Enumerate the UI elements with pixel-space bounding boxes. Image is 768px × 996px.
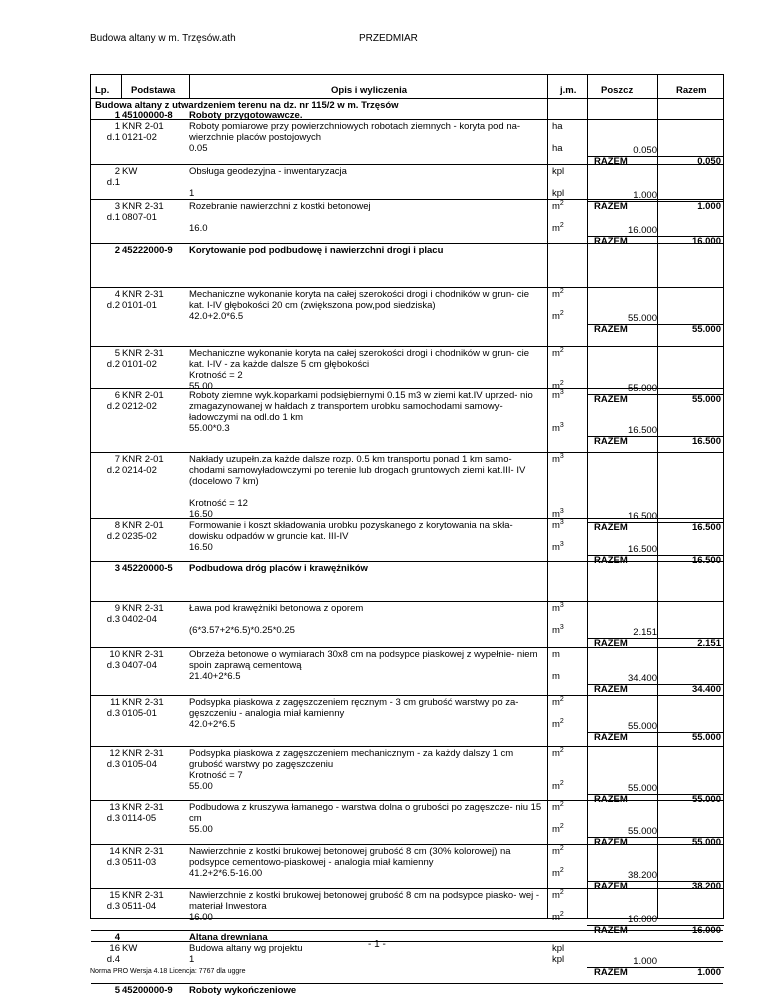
item-basis-table: 0407-04	[122, 660, 157, 671]
item-partial-value: 55.000	[627, 721, 657, 732]
item-total: 16.000	[691, 925, 721, 936]
razem-label: RAZEM	[594, 324, 628, 335]
item-basis-catalog: KNR 2-31	[122, 201, 164, 212]
item-total: 2.151	[697, 638, 721, 649]
item-calculation: 0.05	[189, 143, 208, 154]
item-basis-catalog: KNR 2-31	[122, 348, 164, 359]
row-separator	[91, 518, 723, 519]
item-unit: $m^3$	[552, 519, 564, 531]
item-calculation: 42.0+2*6.5	[189, 719, 236, 730]
item-multiplier: Krotność = 2	[189, 370, 243, 381]
row-separator	[91, 452, 723, 453]
item-calc-unit: $m^3$	[552, 508, 564, 520]
section-code: 45200000-9	[122, 985, 173, 996]
item-unit: $m^2$	[552, 696, 564, 708]
item-partial-value: 55.000	[627, 313, 657, 324]
item-number: 1	[114, 121, 120, 132]
row-separator	[91, 287, 723, 288]
row-separator	[91, 601, 723, 602]
item-number: 4	[114, 289, 120, 300]
item-description: Nawierzchnie z kostki brukowej betonowej grubość 8 cm (30% kolorowej) na podsypce cementowo-piaskowej - analogia miał kamienny	[189, 846, 511, 868]
row-separator	[91, 388, 723, 389]
column-divider-lp-head	[121, 75, 122, 98]
item-description: Podbudowa z kruszywa łamanego - warstwa dolna o grubości po zagęszcze- niu 15 cm	[189, 802, 542, 824]
item-description: Obrzeża betonowe o wymiarach 30x8 cm na podsypce piaskowej z wypełnie- niem spoin zaprawą cementową	[189, 649, 538, 671]
item-calculation: 16.50	[189, 509, 213, 520]
item-basis-table: 0214-02	[122, 465, 157, 476]
item-unit: $m^2$	[552, 889, 564, 901]
item-unit: $m^3$	[552, 453, 564, 465]
row-separator	[91, 695, 723, 696]
item-description: Ława pod krawężniki betonowa z oporem	[189, 603, 364, 614]
item-number: 6	[114, 390, 120, 401]
item-unit: $m^2$	[552, 845, 564, 857]
item-basis-catalog: KNR 2-31	[122, 697, 164, 708]
item-basis-table: 0105-04	[122, 759, 157, 770]
row-separator	[91, 243, 723, 244]
item-calculation: 1	[189, 954, 195, 965]
item-description: Mechaniczne wykonanie koryta na całej szerokości drogi i chodników w grun- cie kat. I-IV głębokości 20 cm (zwiększona pow,pod siedziska)	[189, 289, 530, 311]
header-podstawa: Podstawa	[131, 85, 176, 96]
item-chapter: d.2	[106, 300, 120, 311]
section-title: Roboty wykończeniowe	[189, 985, 297, 996]
item-basis-table: 0212-02	[122, 401, 157, 412]
item-total: 1.000	[697, 967, 721, 978]
section-title: Podbudowa dróg placów i krawężników	[189, 563, 368, 574]
item-basis-catalog: KNR 2-01	[122, 520, 164, 531]
item-calculation: 1	[189, 188, 195, 199]
item-calc-unit: $m^2$	[552, 222, 564, 234]
header-lp: Lp.	[95, 85, 110, 96]
row-separator	[91, 199, 723, 200]
project-title: Budowa altany z utwardzeniem terenu na dz. nr 115/2 w m. Trzęsów	[95, 100, 399, 111]
item-partial-value: 16.000	[627, 225, 657, 236]
item-total: 55.000	[691, 837, 721, 848]
item-chapter: d.1	[106, 132, 120, 143]
razem-label: RAZEM	[594, 201, 628, 212]
item-multiplier: Krotność = 12	[189, 498, 248, 509]
document-file-name: Budowa altany w m. Trzęsów.ath	[90, 33, 236, 44]
item-unit: $m^2$	[552, 347, 564, 359]
item-basis-table: 0121-02	[122, 132, 157, 143]
item-total: 55.000	[691, 794, 721, 805]
item-partial-value: 0.050	[633, 145, 657, 156]
item-basis-catalog: KNR 2-31	[122, 603, 164, 614]
item-basis-table: 0114-05	[122, 813, 157, 824]
row-separator	[91, 983, 723, 984]
item-total: 38.200	[691, 881, 721, 892]
row-separator	[91, 888, 723, 889]
item-description: Roboty ziemne wyk.koparkami podsiębiernymi 0.15 m3 w ziemi kat.IV uprzed- nio zmagazynowanej w hałdach z transportem urobku samochodami samowy- ładowczymi na odl.do 1 km	[189, 390, 533, 423]
razem-label: RAZEM	[594, 236, 628, 247]
item-total: 1.000	[697, 201, 721, 212]
razem-label: RAZEM	[594, 156, 628, 167]
column-divider-podstawa-head	[189, 75, 190, 98]
item-total: 16.500	[691, 522, 721, 533]
item-total: 55.000	[691, 394, 721, 405]
item-chapter: d.1	[106, 212, 120, 223]
page-number: - 1 -	[368, 939, 386, 950]
row-separator	[91, 346, 723, 347]
item-description: Podsypka piaskowa z zagęszczeniem mechanicznym - za każdy dalszy 1 cm grubość warstwy po zagęszczeniu	[189, 748, 514, 770]
header-razem: Razem	[676, 85, 707, 96]
item-number: 10	[109, 649, 120, 660]
item-total: 34.400	[691, 684, 721, 695]
item-calculation: 21.40+2*6.5	[189, 671, 241, 682]
item-partial-value: 34.400	[627, 673, 657, 684]
row-separator	[91, 930, 723, 931]
razem-label: RAZEM	[594, 837, 628, 848]
item-description: Podsypka piaskowa z zagęszczeniem ręcznym - 3 cm grubość warstwy po za- gęszczeniu - analogia miał kamienny	[189, 697, 519, 719]
row-separator	[91, 164, 723, 165]
item-calculation: 16.00	[189, 912, 213, 923]
item-partial-value: 16.500	[627, 544, 657, 555]
item-chapter: d.2	[106, 401, 120, 412]
item-unit: $m^2$	[552, 200, 564, 212]
item-calc-unit: $m^3$	[552, 624, 564, 636]
item-chapter: d.2	[106, 531, 120, 542]
item-partial-value: 55.000	[627, 383, 657, 394]
item-calc-unit: $m^2$	[552, 380, 564, 392]
item-total: 55.000	[691, 732, 721, 743]
razem-label: RAZEM	[594, 638, 628, 649]
item-chapter: d.3	[106, 901, 120, 912]
section-number: 2	[114, 245, 120, 256]
section-code: 45222000-9	[122, 245, 173, 256]
item-chapter: d.3	[106, 813, 120, 824]
razem-label: RAZEM	[594, 436, 628, 447]
razem-label: RAZEM	[594, 967, 628, 978]
item-calc-unit: $m^3$	[552, 422, 564, 434]
item-number: 7	[114, 454, 120, 465]
item-basis-table: 0105-01	[122, 708, 157, 719]
item-calc-unit: $m^2$	[552, 718, 564, 730]
item-basis-catalog: KNR 2-31	[122, 890, 164, 901]
razem-label: RAZEM	[594, 684, 628, 695]
item-description: Formowanie i koszt składowania urobku pozyskanego z korytowania na skła- dowisku odpadów w gruncie kat. III-IV	[189, 520, 513, 542]
item-chapter: d.3	[106, 759, 120, 770]
item-basis-catalog: KW	[122, 166, 138, 177]
item-chapter: d.4	[106, 954, 120, 965]
item-unit: $m^2$	[552, 801, 564, 813]
section-number: 4	[114, 932, 120, 943]
item-calculation: 55.00	[189, 781, 213, 792]
item-basis-catalog: KNR 2-31	[122, 748, 164, 759]
item-number: 11	[110, 697, 120, 708]
item-unit: kpl	[552, 943, 565, 954]
item-unit: ha	[552, 121, 563, 132]
item-calc-unit: $m^2$	[552, 780, 564, 792]
item-unit: $m^2$	[552, 288, 564, 300]
item-basis-catalog: KNR 2-01	[122, 121, 164, 132]
item-calc-unit: ha	[552, 143, 563, 154]
item-number: 14	[109, 846, 120, 857]
item-partial-value: 16.500	[627, 425, 657, 436]
item-basis-table: 0101-01	[122, 300, 157, 311]
header-opis: Opis i wyliczenia	[331, 85, 408, 96]
row-separator	[91, 800, 723, 801]
item-total: 0.050	[697, 156, 721, 167]
item-partial-value: 55.000	[627, 783, 657, 794]
item-unit: m	[552, 649, 560, 660]
item-partial-value: 16.500	[627, 511, 657, 522]
razem-label: RAZEM	[594, 881, 628, 892]
item-number: 8	[114, 520, 120, 531]
license-note: Norma PRO Wersja 4.18 Licencja: 7767 dla uggre	[90, 968, 246, 975]
item-multiplier: Krotność = 7	[189, 770, 243, 781]
item-unit: $m^2$	[552, 747, 564, 759]
row-separator	[91, 119, 723, 120]
column-divider-jm	[547, 75, 548, 918]
item-basis-table: 0101-02	[122, 359, 157, 370]
item-chapter: d.2	[106, 465, 120, 476]
section-title: Roboty przygotowawcze.	[189, 110, 303, 121]
item-basis-catalog: KW	[122, 943, 138, 954]
item-calculation: (6*3.57+2*6.5)*0.25*0.25	[189, 625, 295, 636]
item-basis-catalog: KNR 2-01	[122, 390, 164, 401]
row-separator	[91, 941, 723, 942]
item-number: 5	[114, 348, 120, 359]
item-basis-catalog: KNR 2-01	[122, 454, 164, 465]
section-number: 3	[114, 563, 120, 574]
item-description: Nakłady uzupełn.za każde dalsze rozp. 0.5 km transportu ponad 1 km samo- chodami samowyładowczymi po terenie lub drogach gruntowych ziemi kat.III- IV (docelowo 7 km)	[189, 454, 526, 487]
item-number: 16	[109, 943, 120, 954]
table-header	[91, 75, 723, 99]
item-number: 12	[109, 748, 120, 759]
item-basis-catalog: KNR 2-31	[122, 846, 164, 857]
item-chapter: d.3	[106, 660, 120, 671]
item-basis-table: 0511-03	[122, 857, 157, 868]
item-total: 16.000	[691, 236, 721, 247]
row-separator	[91, 647, 723, 648]
item-calculation: 16.50	[189, 542, 213, 553]
item-basis-table: 0807-01	[122, 212, 157, 223]
razem-label: RAZEM	[594, 555, 628, 566]
item-partial-value: 1.000	[633, 190, 657, 201]
item-basis-catalog: KNR 2-31	[122, 802, 164, 813]
item-calc-unit: $m^3$	[552, 541, 564, 553]
item-description: Roboty pomiarowe przy powierzchniowych robotach ziemnych - koryta pod na- wierzchnie placów postojowych	[189, 121, 521, 143]
item-description: Budowa altany wg projektu	[189, 943, 303, 954]
item-calc-unit: $m^2$	[552, 911, 564, 923]
item-number: 15	[109, 890, 120, 901]
item-basis-catalog: KNR 2-31	[122, 289, 164, 300]
row-separator	[91, 746, 723, 747]
item-number: 13	[109, 802, 120, 813]
item-description: Nawierzchnie z kostki brukowej betonowej grubość 8 cm na podsypce piasko- wej - materiał Inwestora	[189, 890, 540, 912]
item-calc-unit: kpl	[552, 954, 565, 965]
item-chapter: d.3	[106, 708, 120, 719]
item-partial-value: 16.000	[627, 914, 657, 925]
item-partial-value: 2.151	[633, 627, 657, 638]
razem-label: RAZEM	[594, 925, 628, 936]
item-calc-unit: $m^2$	[552, 310, 564, 322]
item-number: 3	[114, 201, 120, 212]
razem-label: RAZEM	[594, 394, 628, 405]
item-chapter: d.3	[106, 614, 120, 625]
item-basis-catalog: KNR 2-31	[122, 649, 164, 660]
item-number: 9	[114, 603, 120, 614]
item-description: Obsługa geodezyjna - inwentaryzacja	[189, 166, 347, 177]
item-partial-value: 55.000	[627, 826, 657, 837]
section-number: 1	[114, 110, 120, 121]
item-chapter: d.2	[106, 359, 120, 370]
item-description: Mechaniczne wykonanie koryta na całej szerokości drogi i chodników w grun- cie kat. I-IV - za każde dalsze 5 cm głębokości	[189, 348, 530, 370]
item-chapter: d.1	[106, 177, 120, 188]
item-basis-table: 0402-04	[122, 614, 157, 625]
item-calc-unit: $m^2$	[552, 867, 564, 879]
item-unit: $m^3$	[552, 602, 564, 614]
item-calc-unit: $m^2$	[552, 823, 564, 835]
item-basis-table: 0511-04	[122, 901, 157, 912]
item-description: Rozebranie nawierzchni z kostki betonowej	[189, 201, 371, 212]
razem-label: RAZEM	[594, 522, 628, 533]
document-type-title: PRZEDMIAR	[359, 33, 418, 44]
item-total: 16.500	[691, 555, 721, 566]
header-jm: j.m.	[560, 85, 577, 96]
item-calculation: 55.00*0.3	[189, 423, 230, 434]
razem-label: RAZEM	[594, 732, 628, 743]
row-separator	[91, 561, 723, 562]
item-calculation: 55.00	[189, 824, 213, 835]
item-calculation: 55.00	[189, 381, 213, 392]
section-code: 45220000-5	[122, 563, 173, 574]
item-calculation: 42.0+2.0*6.5	[189, 311, 244, 322]
section-title: Altana drewniana	[189, 932, 268, 943]
item-calculation: 41.2+2*6.5-16.00	[189, 868, 263, 879]
item-unit: kpl	[552, 166, 565, 177]
header-poszcz: Poszcz	[601, 85, 634, 96]
row-separator	[91, 844, 723, 845]
item-unit: $m^3$	[552, 389, 564, 401]
item-calc-unit: m	[552, 671, 560, 682]
section-code: 45100000-8	[122, 110, 173, 121]
item-number: 2	[114, 166, 120, 177]
section-title: Korytowanie pod podbudowę i nawierzchni drogi i placu	[189, 245, 444, 256]
item-total: 55.000	[691, 324, 721, 335]
item-calculation: 16.0	[189, 223, 208, 234]
item-partial-value: 1.000	[633, 956, 657, 967]
item-basis-table: 0235-02	[122, 531, 157, 542]
item-chapter: d.3	[106, 857, 120, 868]
section-number: 5	[114, 985, 120, 996]
item-total: 16.500	[691, 436, 721, 447]
item-calc-unit: kpl	[552, 188, 565, 199]
razem-label: RAZEM	[594, 794, 628, 805]
item-partial-value: 38.200	[627, 870, 657, 881]
